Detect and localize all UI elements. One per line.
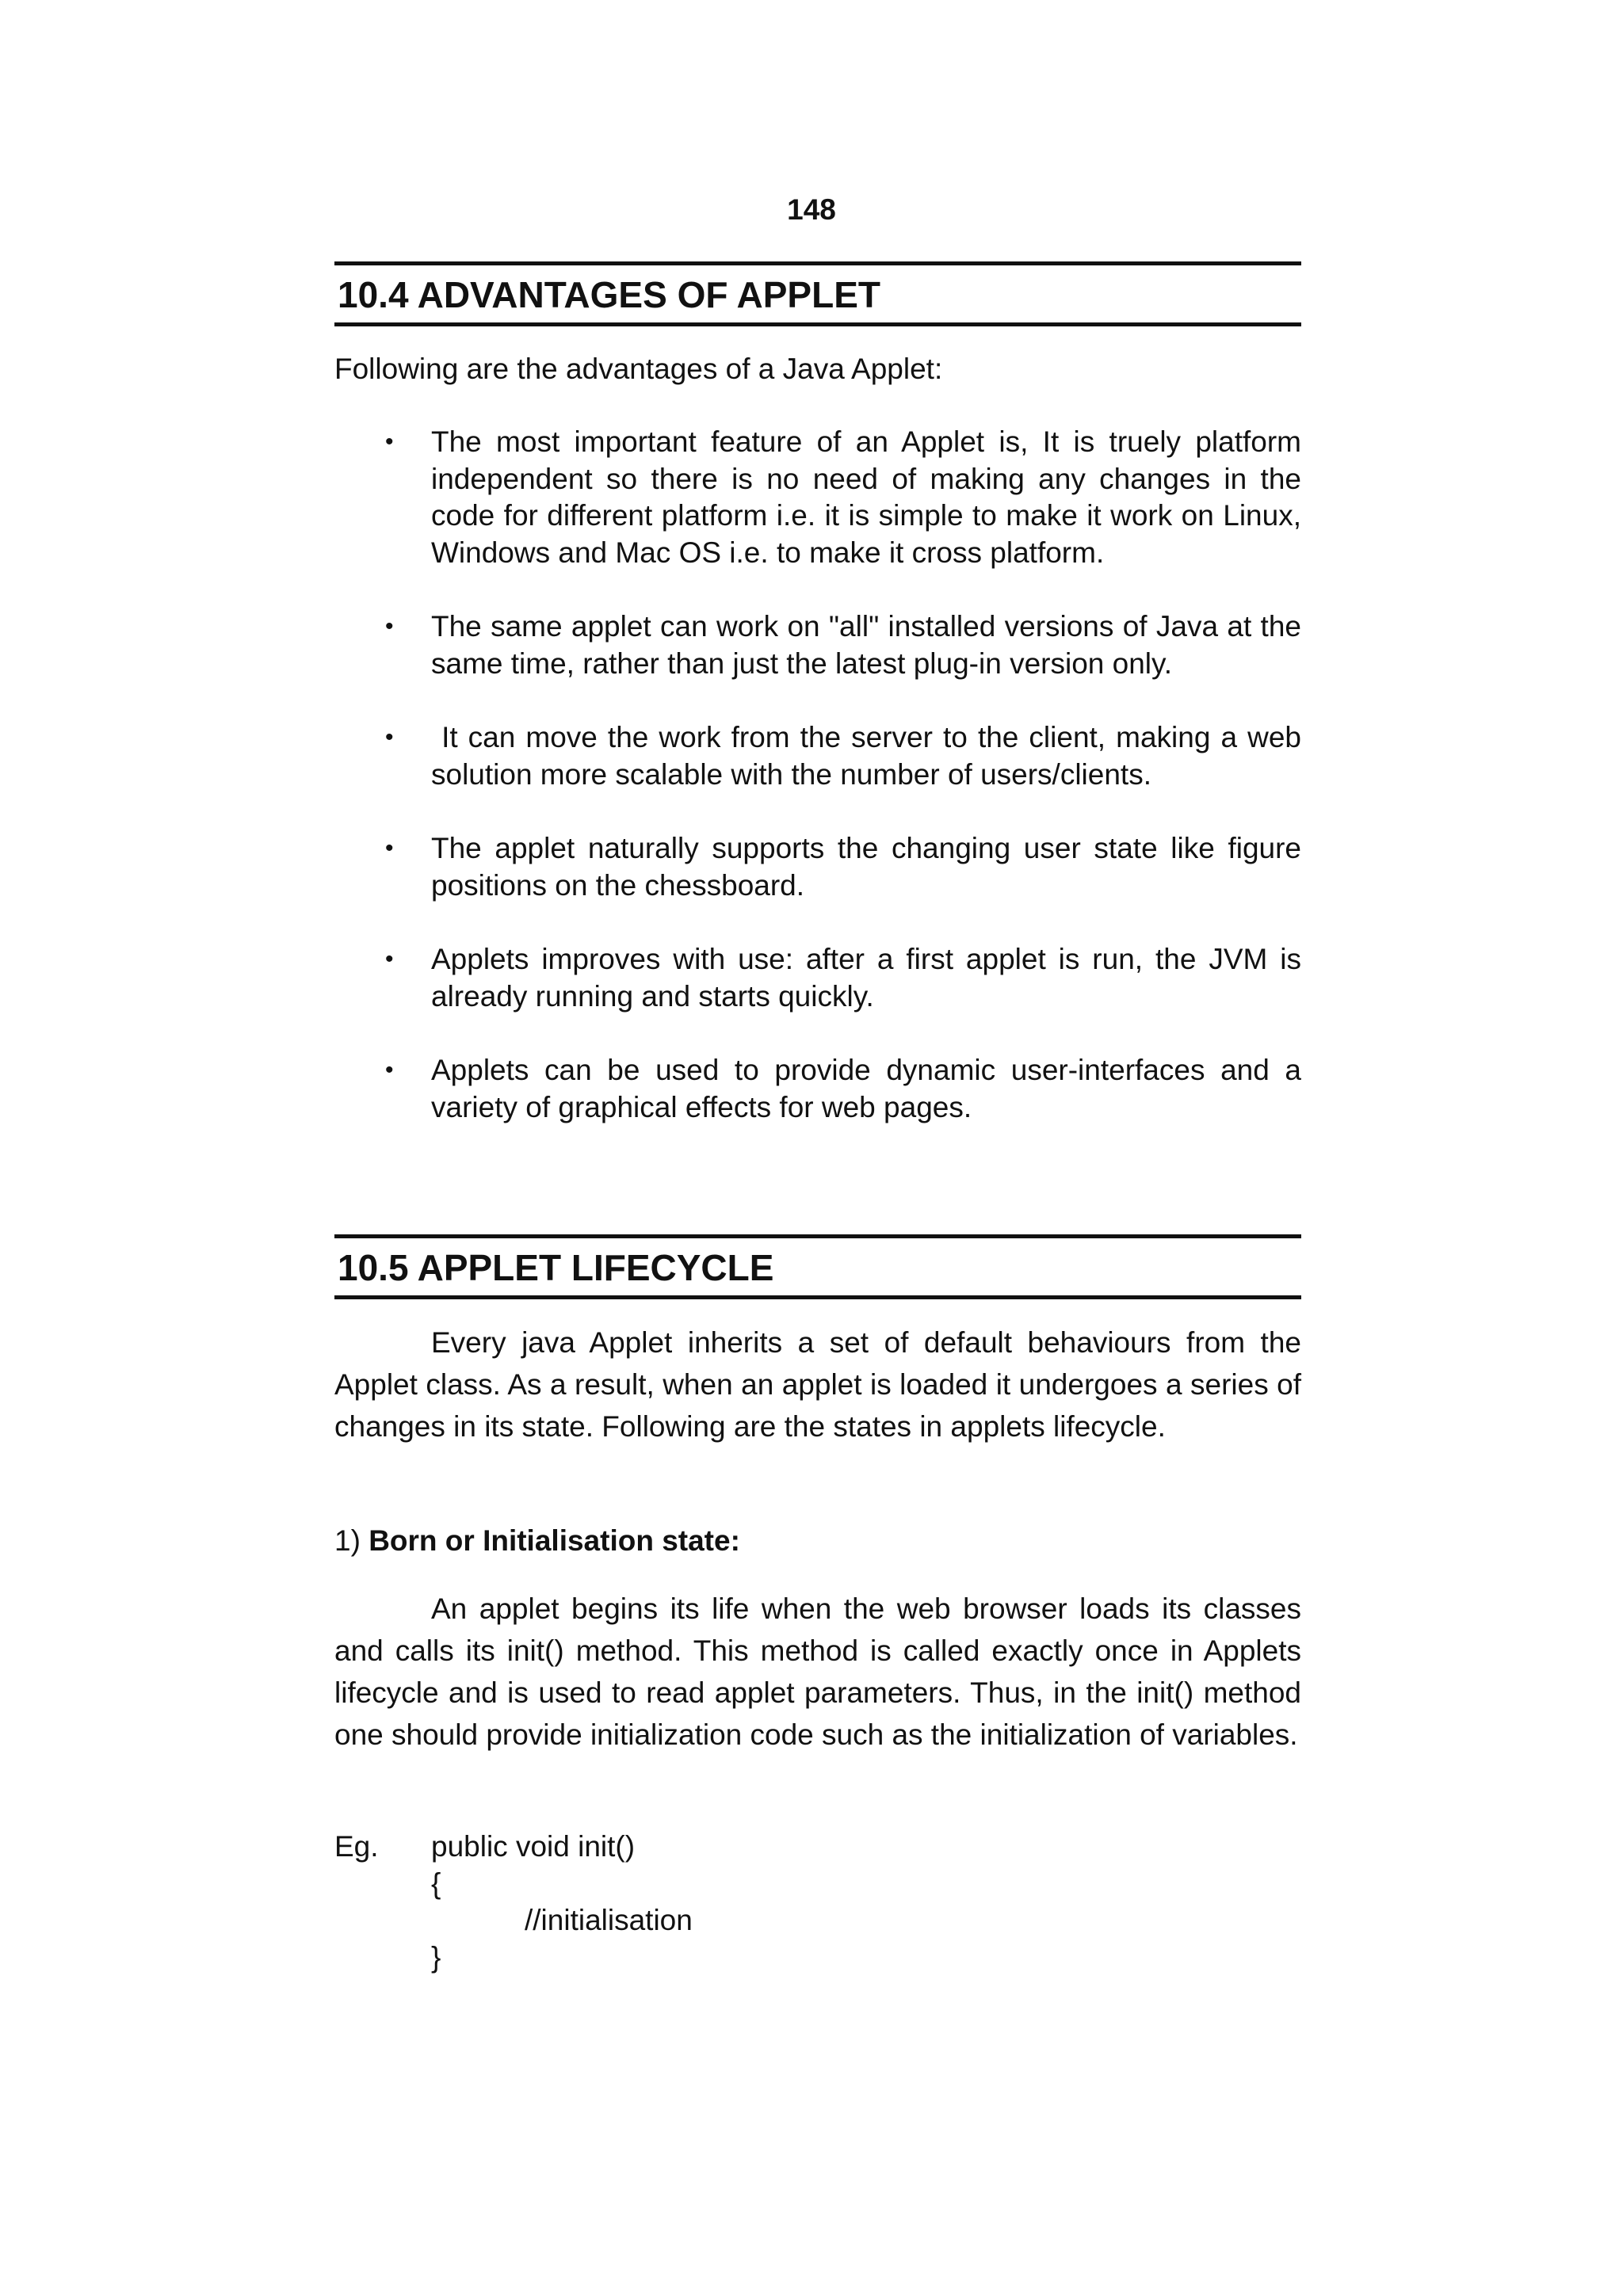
code-line: } — [431, 1940, 441, 1974]
state-title-text: Born or Initialisation state: — [369, 1524, 740, 1557]
section-heading-advantages: 10.4 ADVANTAGES OF APPLET — [334, 261, 1301, 326]
list-item — [334, 830, 1301, 904]
list-item — [334, 1052, 1301, 1126]
code-line: public void init() — [431, 1830, 636, 1863]
bullet-icon: • — [385, 835, 394, 861]
bullet-icon: • — [385, 946, 394, 972]
bullet-icon: • — [385, 429, 394, 455]
bullet-icon: • — [385, 1057, 394, 1083]
list-item-text: Applets can be used to provide dynamic user-interfaces and a variety of graphical effects for web pages. — [431, 1054, 1301, 1123]
code-example — [334, 1829, 1301, 1976]
bullet-icon: • — [385, 724, 394, 750]
state-title — [334, 1523, 1301, 1559]
lifecycle-intro: Every java Applet inherits a set of default behaviours from the Applet class. As a result, when an applet is loaded it undergoes a series of changes in its state. Following are the states in applets lifecycle. — [334, 1326, 1301, 1443]
list-item-text: The same applet can work on "all" installed versions of Java at the same time, rather than just the latest plug-in version only. — [431, 610, 1301, 680]
list-item-text: Applets improves with use: after a first applet is run, the JVM is already running and starts quickly. — [431, 943, 1301, 1013]
section-heading-lifecycle: 10.5 APPLET LIFECYCLE — [334, 1234, 1301, 1299]
bullet-icon: • — [385, 613, 394, 639]
advantages-intro: Following are the advantages of a Java Applet: — [334, 353, 943, 385]
list-item — [334, 719, 1310, 793]
state-number: 1) — [334, 1524, 361, 1557]
example-label: Eg. — [334, 1830, 379, 1863]
list-item-text: It can move the work from the server to the client, making a web solution more scalable with the number of users/clients. — [431, 721, 1310, 791]
section-advantages — [334, 261, 1301, 326]
list-item-text: The applet naturally supports the changing user state like figure positions on the chessboard. — [431, 832, 1301, 902]
code-line: { — [431, 1867, 441, 1900]
section-lifecycle — [334, 1234, 1301, 1299]
list-item — [334, 608, 1301, 682]
list-item-text: The most important feature of an Applet is, It is truely platform independent so there is no need of making any changes in the code for different platform i.e. it is simple to make it work on Linux, Windows and Mac OS i.e. to make it cross platform. — [431, 425, 1301, 569]
code-line: //initialisation — [525, 1904, 693, 1936]
advantages-list — [334, 424, 1310, 1126]
state-body: An applet begins its life when the web browser loads its classes and calls its init() method. This method is called exactly once in Applets lifecycle and is used to read applet parameters. Thus, in the init() method one should provide initialization code such as the initialization of variables. — [334, 1592, 1301, 1751]
advantages-list-container — [334, 424, 1310, 1163]
list-item — [334, 424, 1301, 571]
page-number: 148 — [787, 193, 836, 226]
list-item — [334, 941, 1301, 1015]
